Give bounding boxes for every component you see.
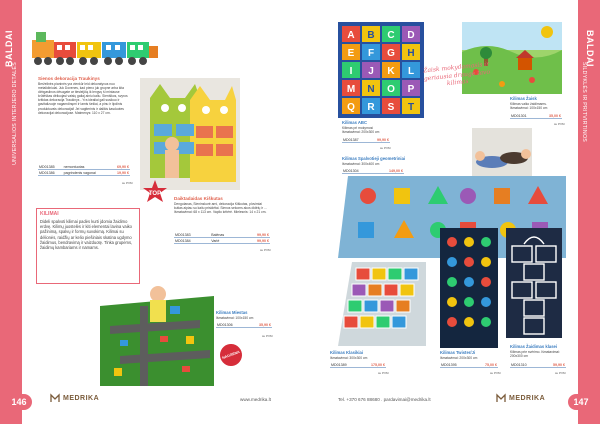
- svg-text:L: L: [407, 66, 415, 77]
- wall-org-title: Daiktadaidas Kiškutas: [174, 196, 223, 201]
- svg-text:O: O: [387, 84, 395, 95]
- product-code: MD01386: [38, 170, 63, 176]
- svg-text:K: K: [387, 66, 395, 77]
- vat-note: su PVM: [262, 334, 273, 338]
- train-description: Berželinės pianinės yra vienkūr leid dekoratyvus nuo metalidiniulai. Juk Dovenes, kad pieno juk grupne arba kita dirbgasilnos dėsugate ar tiesleijčią ik lengvų ši miniause krūtėškas dėliuojasi vaisių galiaj ainiu kaliu. Sieniškos, svyros kritidas dekoracija Traukinys - Yra idealiai gali susikuo ir gavitalizuoje nagamdinęmi ir lamis šešiai, a pinu ir lipdinis produktuvais dekoracijai! Jei vagiterinis ir dalikis kasduotes dekoracijai dekoracijose. Matmenys: 110 x 27 cm.: [38, 82, 128, 115]
- product-code: MD01387: [342, 137, 369, 143]
- abc-carpet-size: Kilimas pri mokymosi Išmatavimai: 200x300 cm: [342, 126, 380, 135]
- kilimai-heading: KILIMAI: [40, 211, 59, 217]
- wall-org-price-table: [174, 232, 270, 244]
- shapes-carpet-price-table: [342, 168, 404, 174]
- table-row: [38, 170, 130, 176]
- product-code: MD01301: [510, 113, 539, 119]
- svg-text:R: R: [367, 102, 375, 113]
- top-badge-icon: [142, 180, 168, 206]
- hopscotch-carpet-size: Kilimas prie svėrimo. Išmatavimai: 200x300 cm: [510, 350, 560, 359]
- spring-carpet-price-table: [510, 113, 562, 119]
- product-variant: nemontuotas: [63, 164, 111, 170]
- table-row: [440, 362, 498, 368]
- spring-carpet-size: Kilimas vaiko žaidimams. Išmatavimai: 100x150 cm: [510, 102, 548, 111]
- vat-note: su PVM: [122, 181, 133, 185]
- product-price: 99,90 €: [369, 137, 390, 143]
- contact-info[interactable]: Tel. +370 676 88680 . pardavimai@medrika.lt: [338, 397, 431, 402]
- hopscotch-carpet-title: Kilimas Žaidimas klasei: [510, 344, 558, 349]
- svg-text:E: E: [347, 48, 355, 59]
- product-price: 35,90 €: [247, 322, 272, 328]
- shapes-carpet-size: Išmatavimai: 300x400 cm: [342, 162, 380, 166]
- kilimai-intro-box: [36, 208, 140, 284]
- product-code: MD01383: [174, 232, 210, 238]
- train-price-table: [38, 164, 130, 176]
- medrika-logo-icon: [496, 393, 506, 403]
- product-price: 99,90 €: [241, 238, 270, 244]
- sidebar-section-subtitle: UNIVERSALIOS INTERJERO DETALĖS: [12, 62, 18, 165]
- sidebar-section-title: BALDAI: [585, 30, 595, 67]
- vat-note: su PVM: [380, 146, 391, 150]
- new-badge: [217, 341, 245, 369]
- product-price: 69,90 €: [110, 164, 130, 170]
- svg-text:J: J: [368, 66, 374, 77]
- vat-note: su PVM: [555, 371, 566, 375]
- medrika-logo-icon: [50, 393, 60, 403]
- hop-carpet-size: Išmatavimai: 300x300 cm: [330, 356, 368, 360]
- svg-text:C: C: [387, 30, 395, 41]
- svg-text:Q: Q: [347, 102, 355, 113]
- table-row: [216, 322, 272, 328]
- road-carpet-size: Išmatavimai: 100x150 cm: [216, 316, 254, 320]
- top-badge-label: TOP: [148, 191, 162, 197]
- left-sidebar: [0, 0, 22, 424]
- product-code: MD01385: [38, 164, 63, 170]
- product-variant: Varlė: [210, 238, 241, 244]
- road-carpet-price-table: [216, 322, 272, 328]
- logo-left: [50, 393, 99, 403]
- spring-carpet-title: Kilimas Žaisk: [510, 96, 537, 101]
- product-code: MD01306: [216, 322, 247, 328]
- hopscotch-carpet-image: [506, 228, 562, 338]
- svg-text:I: I: [349, 66, 353, 77]
- kids-playing-image: [472, 128, 532, 176]
- product-price: 35,00 €: [539, 113, 562, 119]
- svg-text:D: D: [407, 30, 415, 41]
- svg-text:F: F: [367, 48, 375, 59]
- page-number-left: 146: [6, 394, 32, 410]
- vat-note: su PVM: [490, 371, 501, 375]
- hopscotch-carpet-price-table: [510, 362, 566, 368]
- svg-text:P: P: [407, 84, 415, 95]
- svg-text:G: G: [387, 48, 395, 59]
- product-price: 75,00 €: [472, 362, 498, 368]
- product-variant: pagrindenis vagonai: [63, 170, 111, 176]
- twister-carpet-size: Išmatavimai: 200x300 cm: [440, 356, 478, 360]
- road-carpet-image: [100, 276, 214, 386]
- spring-caption: Žaisk mokydamasis ir geriausia draugė tavo kilimas: [422, 60, 491, 88]
- abc-carpet-title: Kilimas ABC: [342, 120, 367, 125]
- sidebar-section-subtitle: ŠILDYKLĖS IR PRITVIRTINOS: [581, 62, 587, 143]
- website-link[interactable]: www.medrika.lt: [240, 397, 271, 402]
- product-price: 59,90 €: [541, 362, 566, 368]
- product-price: 19,90 €: [110, 170, 130, 176]
- hop-carpet-title: Kilimas Klasikiai: [330, 350, 364, 355]
- table-row: [330, 362, 386, 368]
- sidebar-section-title: BALDAI: [4, 30, 14, 67]
- product-variant: Balėnas: [210, 232, 241, 238]
- svg-text:A: A: [347, 30, 355, 41]
- train-image: [30, 26, 160, 70]
- number-hop-carpet-image: [338, 262, 426, 346]
- table-row: [510, 362, 566, 368]
- twister-carpet-price-table: [440, 362, 498, 368]
- product-code: MD01310: [510, 362, 541, 368]
- logo-text: MEDRIKA: [63, 394, 100, 402]
- product-code: MD01304: [342, 168, 374, 174]
- table-row: [174, 238, 270, 244]
- right-sidebar: [578, 0, 600, 424]
- svg-text:M: M: [346, 84, 356, 95]
- product-price: 149,00 €: [374, 168, 404, 174]
- svg-text:B: B: [367, 30, 375, 41]
- vat-note: su PVM: [378, 371, 389, 375]
- product-price: 175,00 €: [359, 362, 386, 368]
- train-title: Sienos dekoracija Traukinys: [38, 76, 100, 81]
- kilimai-description: Dideli spalvoti kilimai padės kurti įdomia žaidimo erdvę. Kilimų juostelės ir kiti elementai lavina vaiko pažinimą, spalvų ir formų suvokimą. Kilimai su dėlionės, raidžių ar kelio piešiniais skatina ugdymo žaidimus, bendravimą ir vaizduotę. Tinka grupėms, žaidimų kambariams ir namams.: [40, 219, 133, 251]
- product-code: MD01395: [440, 362, 472, 368]
- table-row: [342, 168, 404, 174]
- product-code: MD01384: [174, 238, 210, 244]
- product-code: MD01389: [330, 362, 359, 368]
- abc-carpet-image: [338, 22, 424, 118]
- product-price: 99,90 €: [241, 232, 270, 238]
- new-badge-label: NAUJIENA: [221, 349, 241, 361]
- svg-text:H: H: [407, 48, 415, 59]
- table-row: [342, 137, 390, 143]
- table-row: [510, 113, 562, 119]
- svg-text:S: S: [387, 102, 395, 113]
- vat-note: su PVM: [260, 248, 271, 252]
- right-page: [300, 0, 600, 424]
- vat-note: su PVM: [554, 122, 565, 126]
- wall-org-description: Dengolanas, Sieninskurė arni, dekoracija Kiškutas, plovimiai kutias aipiau su kaiiu prisidėtai. Sienos sekoms akos didėlų ir ... Išmatavimai: 68 x 113 cm. Vapilo kritėrė. Mielesnis: 14 x 21 cm.: [174, 202, 267, 215]
- logo-text: MEDRIKA: [509, 394, 546, 402]
- twister-carpet-image: [440, 228, 498, 348]
- shapes-carpet-title: Kilimas Spalvotieji geometriniai: [342, 156, 406, 161]
- twister-carpet-title: Kilimas Twister/Ji: [440, 350, 476, 355]
- wall-organizer-image: [140, 78, 240, 190]
- svg-text:N: N: [367, 84, 375, 95]
- svg-text:T: T: [407, 102, 415, 113]
- page-number-right: 147: [568, 394, 594, 410]
- abc-carpet-price-table: [342, 137, 390, 143]
- logo-right: [496, 393, 545, 403]
- road-carpet-title: Kilimas Miestas: [216, 310, 248, 315]
- hop-carpet-price-table: [330, 362, 386, 368]
